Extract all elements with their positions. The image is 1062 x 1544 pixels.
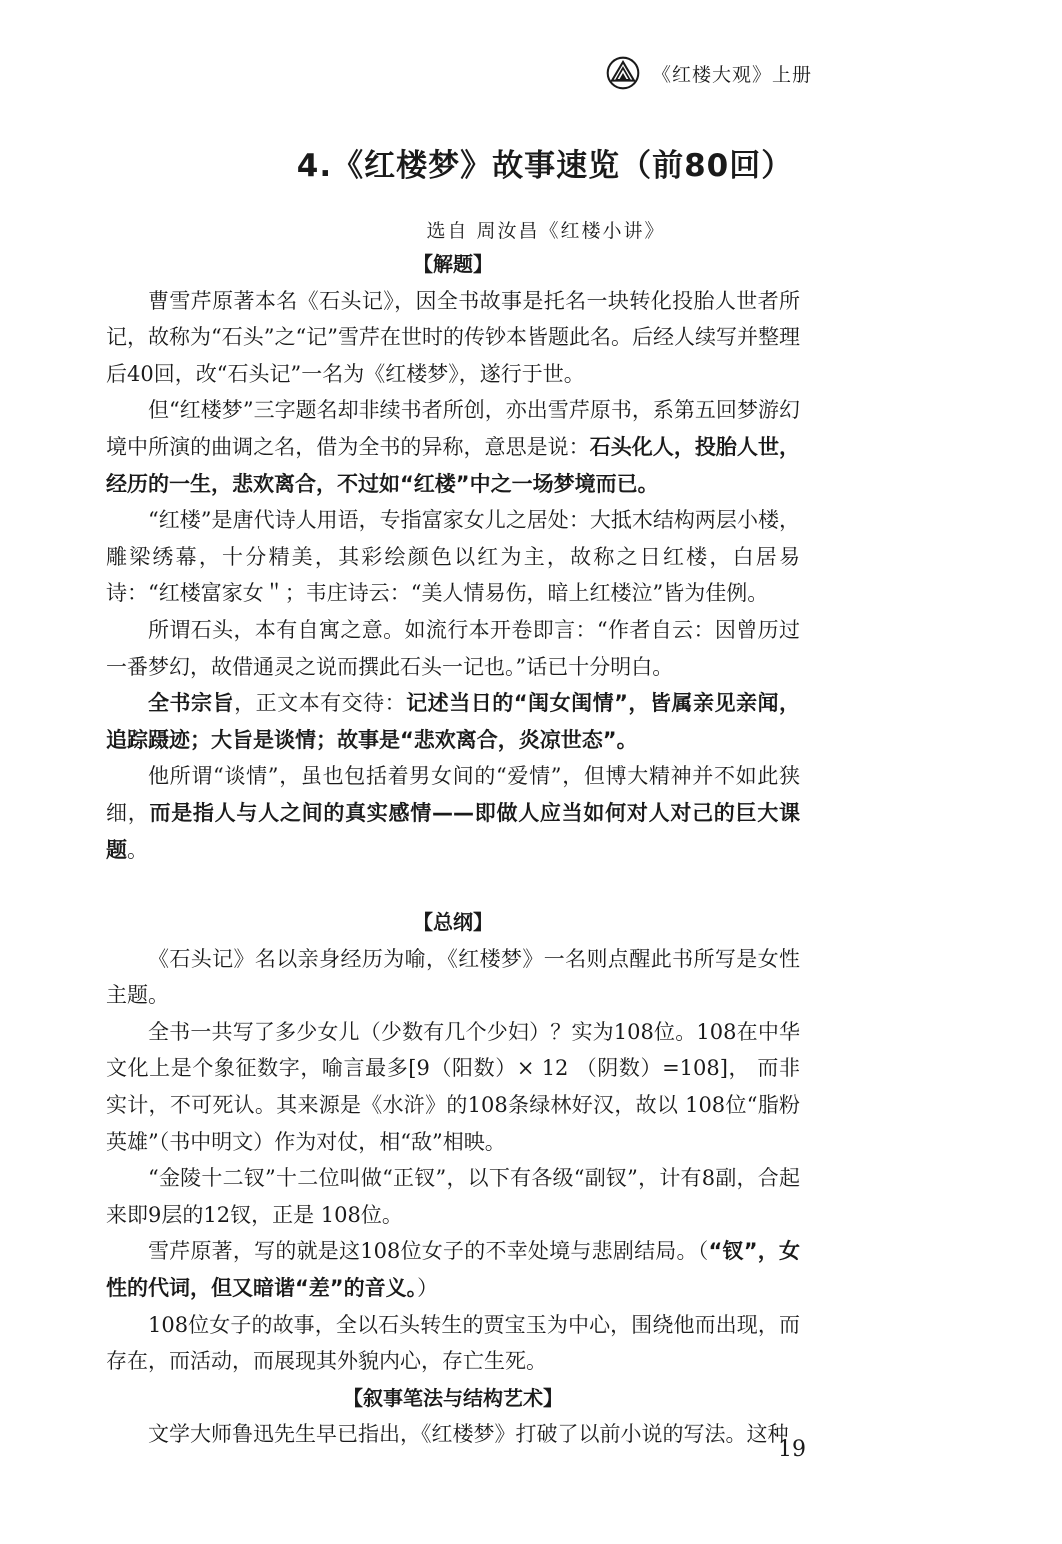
article-source: 选自 周汝昌《红楼小讲》 [426, 220, 666, 242]
section-heading-narrative: 【叙事笔法与结构艺术】 [343, 1385, 563, 1410]
emphasis-text: 记述当日的“闺女闺情”，皆属亲见亲闻，追踪蹑迹；大旨是谈情；故事是“悲欢离合，炎凉世态”。 [106, 691, 801, 752]
paragraph-text: 雪芹原著，写的就是这108位女子的不幸处境与悲剧结局。（ [148, 1239, 709, 1264]
paragraph [106, 685, 800, 758]
paragraph-text: 他所谓“谈情”，虽也包括着男女间的“爱情”，但博大精神并不如此狭细， [106, 764, 800, 825]
emphasis-text: “钗”，女性的代词，但又暗谐“差”的音义。 [106, 1239, 800, 1301]
paragraph-text: 但“红楼梦”三字题名却非续书者所创，亦出雪芹原书，系第五回梦游幻境中所演的曲调之名，借为全书的异称，意思是说： [106, 398, 800, 459]
paragraph: 全书一共写了多少女儿（少数有几个少妇）？实为108位。108在中华文化上是个象征数字，喻言最多[9（阳数）× 12 （阴数）=108]， 而非实计，不可死认。其来源是《水浒》的108条绿林好汉，故以 108位“脂粉英雄”（书中明文）作为对仗，相“敌”相映。 [106, 1019, 800, 1154]
paragraph: 所谓石头，本有自寓之意。如流行本开卷即言：“作者自云：因曾历过一番梦幻，故借通灵之说而撰此石头一记也。”话已十分明白。 [106, 617, 800, 679]
paragraph: “红楼”是唐代诗人用语，专指富家女儿之居处：大抵木结构两层小楼，雕梁绣幕，十分精美，其彩绘颜色以红为主，故称之日红楼，白居易诗：“红楼富家女＂；韦庄诗云：“美人情易伤，暗上红楼泣”皆为佳例。 [106, 508, 800, 606]
section-heading-jieti: 【解题】 [413, 252, 493, 276]
emphasis-text: 石头化人，投胎人世，经历的一生，悲欢离合，不过如“红楼”中之一场梦境而已。 [106, 434, 800, 496]
paragraph-text: 。 [127, 837, 148, 862]
article-body [106, 246, 800, 1453]
paragraph: 文学大师鲁迅先生早已指出，《红楼梦》打破了以前小说的写法。这种 [148, 1422, 789, 1447]
paragraph [106, 758, 800, 868]
paragraph: 《石头记》名以亲身经历为喻，《红楼梦》一名则点醒此书所写是女性主题。 [106, 946, 800, 1008]
book-title: 《红楼大观》上册 [652, 63, 813, 86]
emphasis-text: 全书宗旨 [148, 691, 235, 716]
page-number: 19 [778, 1437, 806, 1462]
paragraph: 108位女子的故事，全以石头转生的贾宝玉为中心，围绕他而出现，而存在，而活动，而展现其外貌内心，存亡生死。 [106, 1312, 800, 1374]
section-gap [106, 868, 800, 904]
section-heading-zonggang: 【总纲】 [413, 910, 493, 935]
triangle-emblem-icon [606, 56, 640, 90]
paragraph-text: ，正文本有交待： [234, 691, 407, 716]
paragraph-text: ） [417, 1276, 439, 1301]
paragraph: 曹雪芹原著本名《石头记》，因全书故事是托名一块转化投胎人世者所记，故称为“石头”之“记”雪芹在世时的传钞本皆题此名。后经人续写并整理后40回，改“石头记”一名为《红楼梦》，遂行于世。 [106, 288, 800, 386]
paragraph [106, 1233, 800, 1306]
paragraph [106, 392, 800, 502]
paragraph: “金陵十二钗”十二位叫做“正钗”，以下有各级“副钗”，计有8副，合起来即9层的12钗，正是 108位。 [106, 1166, 800, 1227]
emphasis-text: 而是指人与人之间的真实感情——即做人应当如何对人对己的巨大课题 [106, 800, 800, 862]
running-header [606, 56, 812, 90]
article-title: 4.《红楼梦》故事速览（前80回） [296, 148, 794, 184]
